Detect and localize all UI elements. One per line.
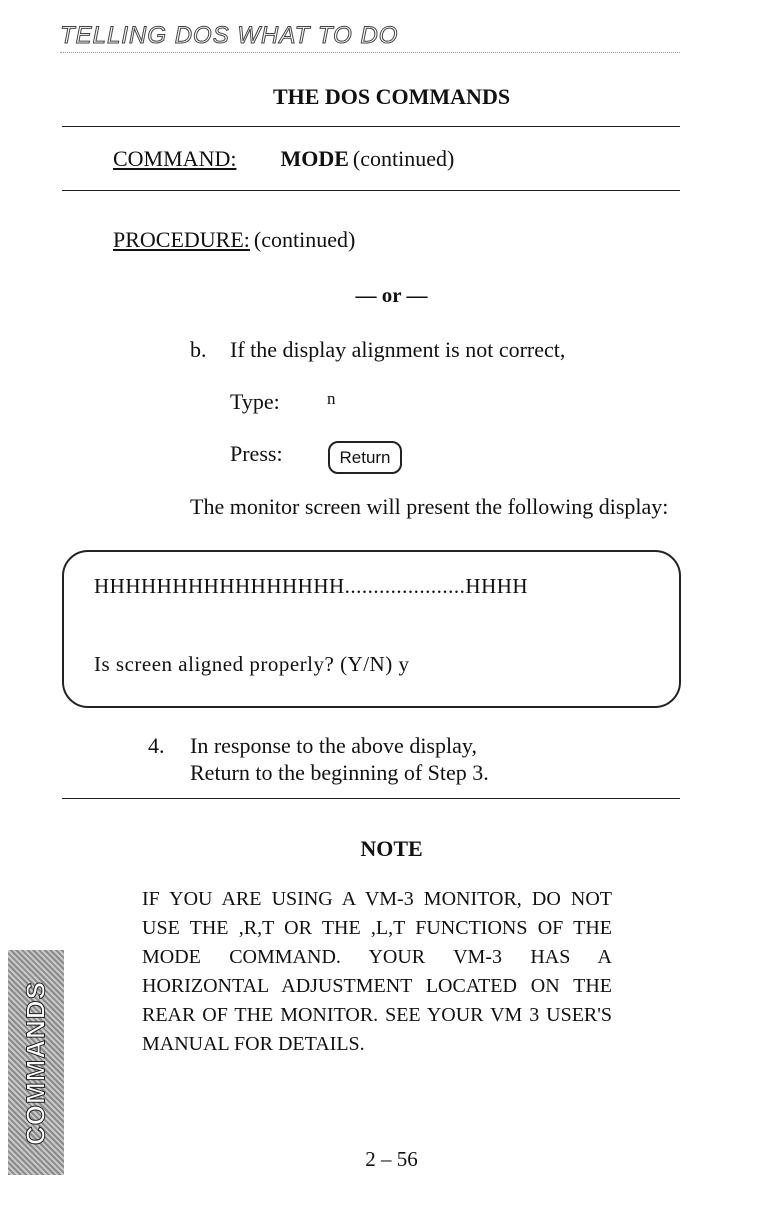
return-key: Return (328, 441, 402, 474)
commands-section-tab (8, 950, 64, 1175)
running-header: TELLING DOS WHAT TO DO (60, 22, 680, 53)
step-4-line-1: In response to the above display, (190, 733, 477, 758)
command-row (113, 146, 454, 172)
divider-top (62, 126, 680, 127)
or-separator: — or — (355, 283, 428, 307)
procedure-row (113, 227, 355, 253)
screen-line-2: Is screen aligned properly? (Y/N) y (94, 652, 410, 676)
command-name: MODE (280, 146, 349, 171)
step-b-text: If the display alignment is not correct, (230, 337, 566, 362)
divider-command (62, 190, 680, 191)
procedure-suffix: (continued) (253, 227, 356, 252)
step-4-number: 4. (148, 733, 165, 758)
note-text: IF YOU ARE USING A VM-3 MONITOR, DO NOT USE THE ,R,T OR THE ,L,T FUNCTIONS OF THE MODE COMMAND. YOUR VM-3 HAS A HORIZONTAL ADJUSTMENT LOCATED ON THE REAR OF THE MONITOR. SEE YOUR VM 3 USER'S MANUAL FOR DETAILS. (142, 888, 612, 1055)
display-intro: The monitor screen will present the following display: (190, 494, 669, 519)
type-value: n (327, 389, 336, 408)
page-title: THE DOS COMMANDS (272, 84, 511, 109)
monitor-display (62, 550, 681, 708)
commands-tab-label: COMMANDS (20, 980, 51, 1145)
note-title: NOTE (360, 836, 423, 861)
step-4-line-2: Return to the beginning of Step 3. (190, 760, 489, 785)
command-label: COMMAND: (113, 146, 237, 171)
step-b-marker: b. (190, 337, 207, 362)
screen-line-1: HHHHHHHHHHHHHHHH.....................HHHH (94, 574, 529, 598)
type-label: Type: (230, 389, 280, 414)
procedure-label: PROCEDURE: (113, 227, 250, 252)
page-number: 2 – 56 (365, 1147, 418, 1171)
divider-note (62, 798, 680, 799)
press-label: Press: (230, 441, 283, 466)
command-suffix: (continued) (352, 146, 455, 171)
